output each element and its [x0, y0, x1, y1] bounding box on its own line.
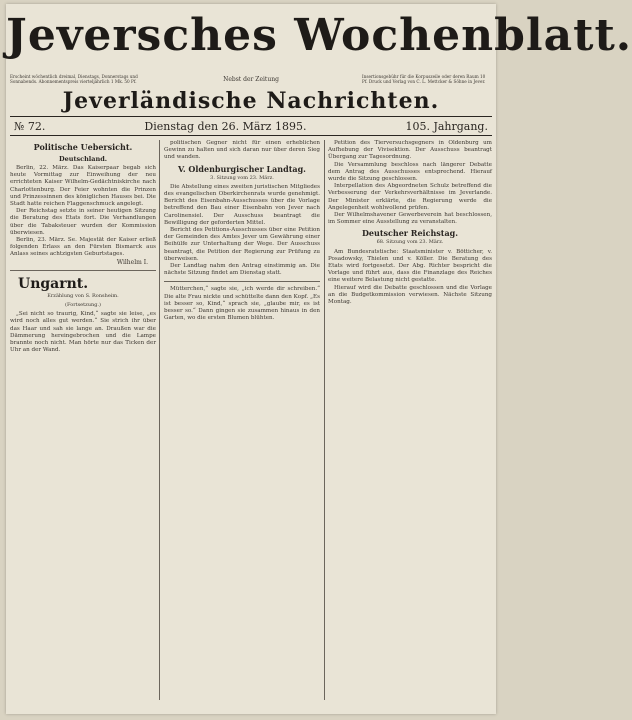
section-heading: V. Oldenburgischer Landtag. [178, 163, 306, 174]
article-text: politischen Gegner nicht für einen erheblichen Gewinn zu halten und sich daran nur über deren Sieg und wanden. [164, 140, 320, 161]
newspaper-page [6, 4, 632, 714]
article-text: Am Bundesratstische: Staatsminister v. Bötticher, v. Posadowsky, Thielen und v. Köller. Die Beratung des Etats wird fortgesetzt. Der Abg. Richter bespricht die Vorlage und führt aus, dass die Finanzlage des Reiches eine weitere Belastung nicht gestatte. [328, 248, 492, 284]
article-text: Berlin, 22. März. Das Kaiserpaar begab sich heute Vormittag zur Einweihung der neu errichteten Kaiser Wilhelm-Gedächtniskirche nach Charlottenburg. Der Feier wohnten die Prinzen und Prinzessinnen des königlichen Hauses bei. Die Stadt hatte reichen Flaggenschmuck angelegt. [10, 165, 156, 208]
mid-notice: Nebst der Zeitung [223, 76, 279, 83]
left-notice: Erscheint wöchentlich dreimal, Dienstags, Donnerstags und Sonnabends. Abonnementspreis vierteljährlich 1 Mk. 50 Pf. [10, 74, 138, 85]
article-text: Der Reichstag setzte in seiner heutigen Sitzung die Beratung des Etats fort. Die Verhandlungen über die Tabaksteuer wurden der Kommission überwiesen. [10, 208, 156, 236]
feuilleton-continuation: (Fortsetzung.) [65, 302, 101, 309]
article-text: Die Versammlung beschloss nach längerer Debatte dem Antrag des Ausschusses entsprechend. Hierauf wurde die Sitzung geschlossen. [328, 161, 492, 183]
issue-date: Dienstag den 26. März 1895. [144, 119, 307, 133]
right-notice: Insertionsgebühr für die Korpuszeile oder deren Raum 10 Pf. Druck und Verlag von C. L. Mettcker & Söhne in Jever. [362, 74, 486, 85]
newspaper-title: Jeversches Wochenblatt. [6, 10, 632, 61]
dateline [10, 116, 492, 136]
divider [164, 281, 320, 282]
newspaper-subtitle: Jeverländische Nachrichten. [62, 88, 440, 114]
column-2 [164, 140, 320, 710]
article-text: Die Abstellung eines zweiten juristischen Mitgliedes des evangelischen Oberkirchenrats wurde genehmigt. Bericht des Eisenbahn-Ausschusses über die Vorlage betreffend den Bau einer Eisenbahn von Jever nach Carolinensiel. Der Ausschuss beantragt die Bewilligung der geforderten Mittel. [164, 183, 320, 226]
section-subheading: 3. Sitzung vom 23. März. [210, 174, 274, 181]
column-1 [10, 140, 156, 710]
issue-number: № 72. [14, 119, 46, 133]
feuilleton-text: Mütterchen,“ sagte sie, „ich werde dir schreiben.“ Die alte Frau nickte und schüttelte dann den Kopf. „Es ist besser so, Kind,“ sprach sie, „glaube mir, es ist besser so.“ Dann gingen sie zusammen hinaus in den Garten, wo die ersten Blumen blühten. [164, 286, 320, 322]
section-heading: Deutscher Reichstag. [361, 228, 459, 239]
column-divider [324, 140, 325, 700]
article-text: Hierauf wird die Debatte geschlossen und die Vorlage an die Budgetkommission verwiesen. Nächste Sitzung Montag. [328, 284, 492, 306]
article-text: Berlin, 23. März. Se. Majestät der Kaiser erließ folgenden Erlass an den Fürsten Bismarck aus Anlass seines achtzigsten Geburtstages. [10, 237, 156, 258]
section-heading: Politische Uebersicht. [33, 142, 133, 152]
article-text: Interpellation des Abgeordneten Schulz betreffend die Verbesserung der Verkehrsverhältnisse im Jeverlande. Der Minister erklärte, die Regierung werde die Angelegenheit wohlwollend prüfen. [328, 183, 492, 211]
feuilleton-title: Ungarnt. [18, 275, 89, 292]
column-3 [328, 140, 492, 710]
feuilleton-text: „Sei nicht so traurig, Kind,“ sagte sie leise, „es wird noch alles gut werden.“ Sie strich ihr über das Haar und sah sie lange an. Draußen war die Dämmerung hereingebrochen und die Lampe brannte noch nicht. Man hörte nur das Ticken der Uhr an der Wand. [10, 311, 156, 354]
column-divider [159, 140, 160, 700]
masthead [6, 10, 632, 70]
signature: Wilhelm I. [116, 258, 148, 266]
article-text: Petition des Tierversuchsgegners in Oldenburg um Aufhebung der Vivisektion. Der Ausschuss beantragt Übergang zur Tagesordnung. [328, 140, 492, 161]
article-text: Der Landtag nahm den Antrag einstimmig an. Die nächste Sitzung findet am Dienstag statt. [164, 263, 320, 277]
section-subheading: Deutschland. [58, 155, 108, 163]
article-text: Der Wilhelmshavener Gewerbeverein hat beschlossen, im Sommer eine Ausstellung zu veranstalten. [328, 212, 492, 226]
feuilleton-byline: Erzählung von S. Ronsheim. [47, 292, 119, 299]
section-subheading: 68. Sitzung vom 23. März. [376, 239, 444, 246]
divider [10, 270, 156, 271]
volume-number: 105. Jahrgang. [405, 119, 488, 133]
article-text: Bericht des Petitions-Ausschusses über eine Petition der Gemeinden des Amtes Jever um Gewährung einer Beihülfe zur Unterhaltung der Wege. Der Ausschuss beantragt, die Petition der Regierung zur Prüfung zu überweisen. [164, 227, 320, 262]
